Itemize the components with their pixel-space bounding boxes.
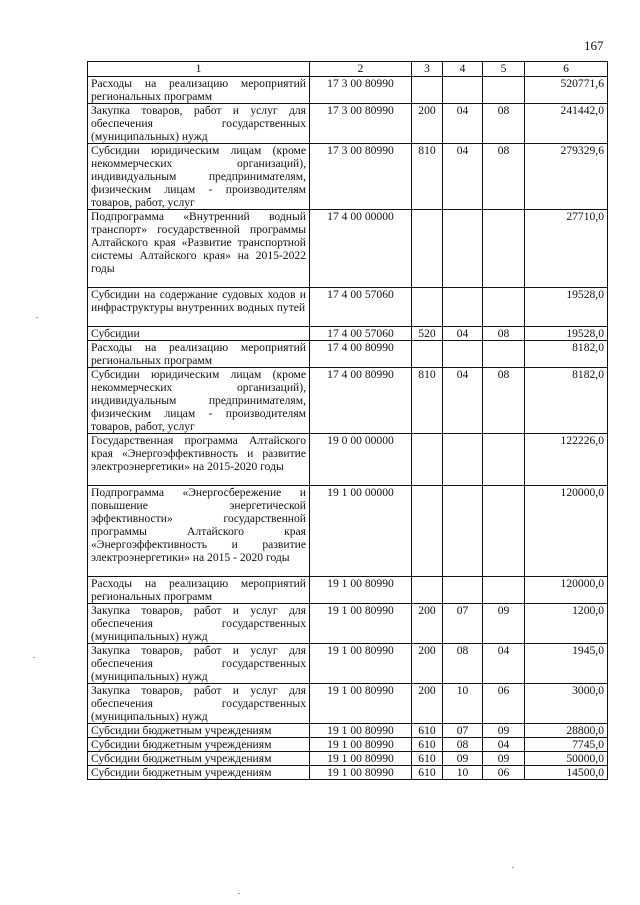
table-row xyxy=(88,644,608,684)
table-row xyxy=(88,341,608,368)
cell-code: 19 0 00 00000 xyxy=(310,434,412,486)
table-row xyxy=(88,434,608,486)
cell-amount: 7745,0 xyxy=(525,738,608,752)
cell-pr: 09 xyxy=(483,604,525,644)
cell-vr xyxy=(412,210,443,288)
cell-vr: 200 xyxy=(412,684,443,724)
cell-code: 17 4 00 80990 xyxy=(310,368,412,434)
cell-vr xyxy=(412,577,443,604)
col-header-amount: 6 xyxy=(525,62,608,77)
cell-rz: 09 xyxy=(443,752,483,766)
col-header-name: 1 xyxy=(88,62,310,77)
scan-speck xyxy=(238,893,240,894)
cell-name: Государственная программа Алтайского края «Энергоэффективность и развитие электроэнергетики» на 2015-2020 годы xyxy=(88,434,310,486)
cell-rz: 04 xyxy=(443,327,483,341)
cell-amount: 14500,0 xyxy=(525,766,608,780)
cell-pr: 09 xyxy=(483,724,525,738)
cell-vr: 610 xyxy=(412,724,443,738)
cell-rz: 07 xyxy=(443,604,483,644)
cell-code: 19 1 00 80990 xyxy=(310,577,412,604)
page-number: 167 xyxy=(584,38,604,53)
cell-name: Расходы на реализацию мероприятий региональных программ xyxy=(88,77,310,104)
cell-name: Расходы на реализацию мероприятий региональных программ xyxy=(88,577,310,604)
table-row xyxy=(88,368,608,434)
table-row xyxy=(88,684,608,724)
cell-code: 17 3 00 80990 xyxy=(310,104,412,144)
cell-pr: 09 xyxy=(483,752,525,766)
cell-pr xyxy=(483,77,525,104)
cell-code: 19 1 00 80990 xyxy=(310,684,412,724)
table-row xyxy=(88,144,608,210)
cell-amount: 8182,0 xyxy=(525,368,608,434)
cell-pr: 04 xyxy=(483,644,525,684)
cell-name: Закупка товаров, работ и услуг для обеспечения государственных (муниципальных) нужд xyxy=(88,604,310,644)
cell-pr xyxy=(483,577,525,604)
cell-vr xyxy=(412,77,443,104)
cell-name: Субсидии xyxy=(88,327,310,341)
cell-amount: 19528,0 xyxy=(525,327,608,341)
cell-vr: 520 xyxy=(412,327,443,341)
cell-amount: 520771,6 xyxy=(525,77,608,104)
table-row xyxy=(88,327,608,341)
cell-code: 19 1 00 80990 xyxy=(310,644,412,684)
cell-amount: 122226,0 xyxy=(525,434,608,486)
cell-code: 17 4 00 80990 xyxy=(310,341,412,368)
cell-name: Субсидии юридическим лицам (кроме некоммерческих организаций), индивидуальным предпринимателям, физическим лицам - производителям товаров, работ, услуг xyxy=(88,144,310,210)
cell-rz xyxy=(443,210,483,288)
table-row xyxy=(88,288,608,327)
cell-pr: 08 xyxy=(483,368,525,434)
cell-pr: 08 xyxy=(483,104,525,144)
cell-vr xyxy=(412,341,443,368)
cell-amount: 1200,0 xyxy=(525,604,608,644)
cell-vr: 610 xyxy=(412,738,443,752)
col-header-vr: 3 xyxy=(412,62,443,77)
cell-rz xyxy=(443,77,483,104)
cell-rz: 10 xyxy=(443,684,483,724)
table-row xyxy=(88,210,608,288)
table-row xyxy=(88,752,608,766)
cell-amount: 1945,0 xyxy=(525,644,608,684)
cell-code: 19 1 00 80990 xyxy=(310,604,412,644)
cell-rz: 04 xyxy=(443,368,483,434)
cell-vr: 810 xyxy=(412,144,443,210)
cell-pr xyxy=(483,434,525,486)
cell-name: Субсидии бюджетным учреждениям xyxy=(88,724,310,738)
cell-rz xyxy=(443,577,483,604)
col-header-rz: 4 xyxy=(443,62,483,77)
cell-name: Подпрограмма «Внутренний водный транспорт» государственной программы Алтайского края «Развитие транспортной системы Алтайского края» на 2015-2022 годы xyxy=(88,210,310,288)
cell-pr: 06 xyxy=(483,684,525,724)
cell-amount: 120000,0 xyxy=(525,577,608,604)
cell-name: Подпрограмма «Энергосбережение и повышение энергетической эффективности» государственной программы Алтайского края «Энергоэффективность и развитие электроэнергетики» на 2015 - 2020 годы xyxy=(88,486,310,577)
cell-amount: 3000,0 xyxy=(525,684,608,724)
table-row xyxy=(88,104,608,144)
cell-name: Закупка товаров, работ и услуг для обеспечения государственных (муниципальных) нужд xyxy=(88,644,310,684)
table-row xyxy=(88,724,608,738)
cell-code: 17 4 00 00000 xyxy=(310,210,412,288)
cell-rz: 07 xyxy=(443,724,483,738)
cell-name: Субсидии на содержание судовых ходов и инфраструктуры внутренних водных путей xyxy=(88,288,310,327)
cell-vr: 200 xyxy=(412,104,443,144)
cell-code: 17 4 00 57060 xyxy=(310,288,412,327)
cell-pr xyxy=(483,210,525,288)
cell-rz: 08 xyxy=(443,644,483,684)
cell-amount: 120000,0 xyxy=(525,486,608,577)
cell-name: Закупка товаров, работ и услуг для обеспечения государственных (муниципальных) нужд xyxy=(88,684,310,724)
cell-vr xyxy=(412,486,443,577)
cell-code: 19 1 00 80990 xyxy=(310,738,412,752)
cell-vr: 810 xyxy=(412,368,443,434)
cell-amount: 8182,0 xyxy=(525,341,608,368)
table-row xyxy=(88,77,608,104)
cell-code: 17 3 00 80990 xyxy=(310,144,412,210)
cell-amount: 241442,0 xyxy=(525,104,608,144)
scan-speck xyxy=(36,317,38,318)
cell-rz: 10 xyxy=(443,766,483,780)
cell-vr xyxy=(412,288,443,327)
cell-amount: 28800,0 xyxy=(525,724,608,738)
budget-table xyxy=(87,61,608,780)
cell-rz xyxy=(443,288,483,327)
cell-vr xyxy=(412,434,443,486)
cell-name: Субсидии юридическим лицам (кроме некоммерческих организаций), индивидуальным предпринимателям, физическим лицам - производителям товаров, работ, услуг xyxy=(88,368,310,434)
col-header-pr: 5 xyxy=(483,62,525,77)
table-row xyxy=(88,486,608,577)
scan-speck xyxy=(33,657,35,658)
cell-name: Субсидии бюджетным учреждениям xyxy=(88,738,310,752)
scan-speck xyxy=(512,867,514,868)
cell-amount: 19528,0 xyxy=(525,288,608,327)
cell-vr: 200 xyxy=(412,604,443,644)
cell-code: 19 1 00 80990 xyxy=(310,766,412,780)
cell-vr: 610 xyxy=(412,766,443,780)
cell-pr: 06 xyxy=(483,766,525,780)
cell-rz xyxy=(443,341,483,368)
cell-rz xyxy=(443,434,483,486)
cell-name: Закупка товаров, работ и услуг для обеспечения государственных (муниципальных) нужд xyxy=(88,104,310,144)
cell-pr xyxy=(483,288,525,327)
header-row xyxy=(88,62,608,77)
cell-amount: 279329,6 xyxy=(525,144,608,210)
cell-name: Субсидии бюджетным учреждениям xyxy=(88,752,310,766)
cell-name: Субсидии бюджетным учреждениям xyxy=(88,766,310,780)
table-row xyxy=(88,738,608,752)
cell-amount: 27710,0 xyxy=(525,210,608,288)
table-row xyxy=(88,604,608,644)
col-header-code: 2 xyxy=(310,62,412,77)
cell-pr: 04 xyxy=(483,738,525,752)
cell-amount: 50000,0 xyxy=(525,752,608,766)
cell-pr xyxy=(483,341,525,368)
cell-code: 17 3 00 80990 xyxy=(310,77,412,104)
cell-pr: 08 xyxy=(483,144,525,210)
cell-rz: 04 xyxy=(443,104,483,144)
cell-pr xyxy=(483,486,525,577)
cell-vr: 200 xyxy=(412,644,443,684)
cell-code: 19 1 00 00000 xyxy=(310,486,412,577)
cell-pr: 08 xyxy=(483,327,525,341)
cell-rz: 08 xyxy=(443,738,483,752)
cell-rz xyxy=(443,486,483,577)
table-row xyxy=(88,766,608,780)
cell-code: 19 1 00 80990 xyxy=(310,752,412,766)
table-row xyxy=(88,577,608,604)
cell-rz: 04 xyxy=(443,144,483,210)
cell-code: 19 1 00 80990 xyxy=(310,724,412,738)
cell-vr: 610 xyxy=(412,752,443,766)
cell-name: Расходы на реализацию мероприятий региональных программ xyxy=(88,341,310,368)
cell-code: 17 4 00 57060 xyxy=(310,327,412,341)
